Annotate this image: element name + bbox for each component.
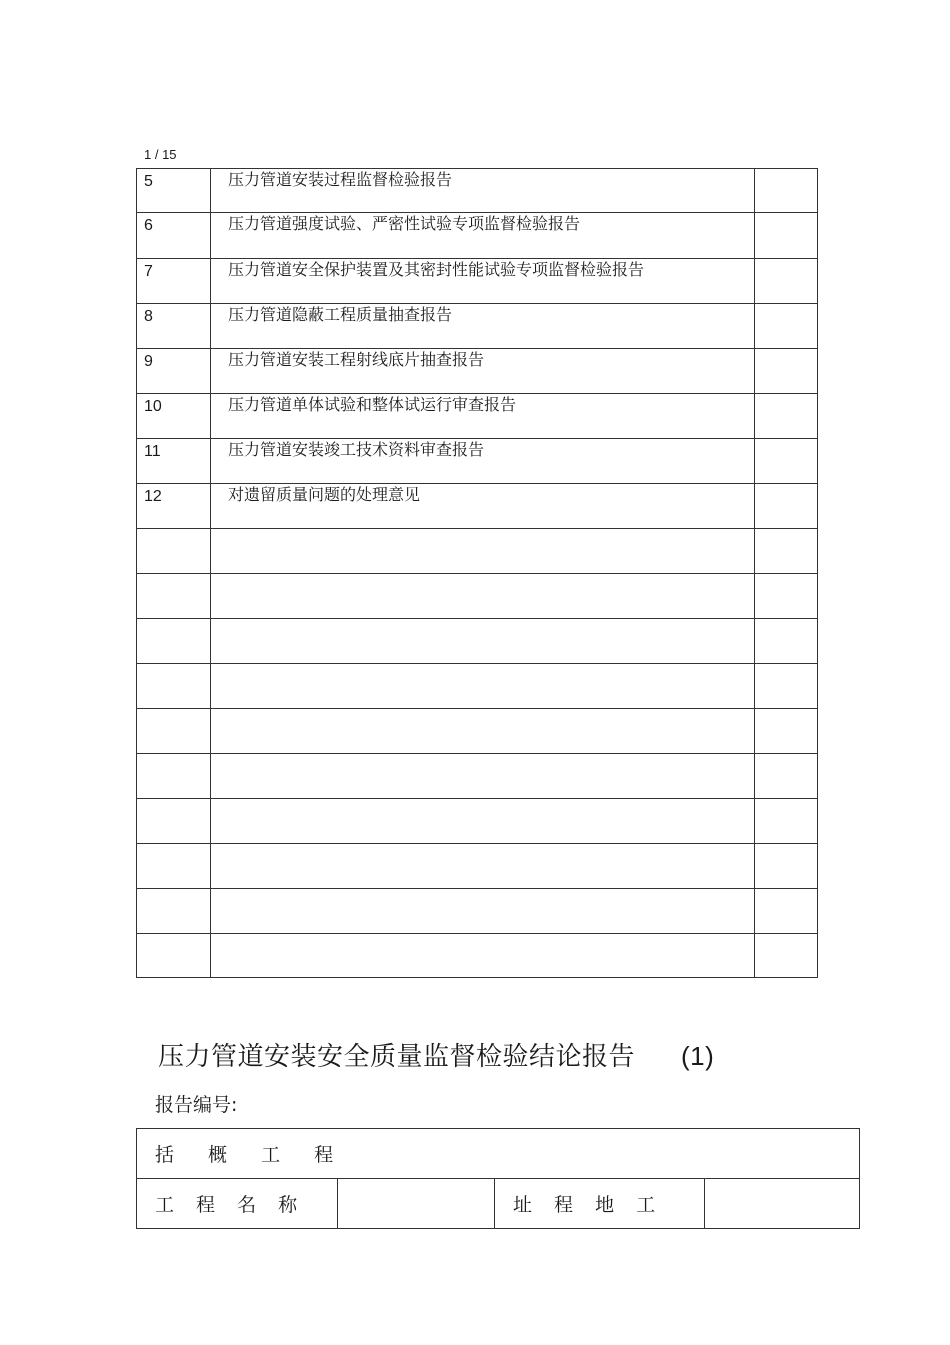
row-mark-cell [755,529,818,574]
row-title [211,619,755,664]
row-mark-cell [755,439,818,484]
list-row [137,889,818,934]
row-title [211,934,755,978]
row-title: 压力管道安全保护装置及其密封性能试验专项监督检验报告 [211,259,755,304]
project-name-label: 工 程 名 称 [137,1179,338,1229]
row-mark-cell [755,889,818,934]
row-title [211,799,755,844]
list-row [137,709,818,754]
row-mark-cell [755,349,818,394]
project-overview-row [137,1129,860,1179]
row-number [137,529,211,574]
row-mark-cell [755,394,818,439]
page-number: 1 / 15 [144,147,177,162]
row-number: 6 [137,213,211,259]
row-mark-cell [755,259,818,304]
row-mark-cell [755,934,818,978]
project-name-row [137,1179,860,1229]
list-row [137,259,818,304]
project-name-value [338,1179,495,1229]
list-row [137,349,818,394]
list-row [137,844,818,889]
row-title [211,754,755,799]
project-info-table [136,1128,860,1229]
row-mark-cell [755,169,818,213]
row-number [137,664,211,709]
row-mark-cell [755,484,818,529]
row-number: 8 [137,304,211,349]
project-overview-label: 括 概 工 程 [137,1129,860,1179]
row-title: 压力管道安装工程射线底片抽查报告 [211,349,755,394]
row-mark-cell [755,844,818,889]
row-title: 压力管道安装过程监督检验报告 [211,169,755,213]
row-number: 5 [137,169,211,213]
row-number [137,934,211,978]
row-mark-cell [755,709,818,754]
row-number: 7 [137,259,211,304]
report-title-text: 压力管道安装安全质量监督检验结论报告 [158,1042,636,1072]
row-number [137,754,211,799]
list-row [137,799,818,844]
row-number [137,619,211,664]
row-title: 对遗留质量问题的处理意见 [211,484,755,529]
row-number [137,889,211,934]
row-title [211,709,755,754]
row-title [211,889,755,934]
list-row [137,619,818,664]
report-list-table [136,168,818,978]
report-title [158,1036,714,1073]
row-number: 12 [137,484,211,529]
project-address-value [705,1179,860,1229]
list-row [137,213,818,259]
row-title [211,574,755,619]
row-title: 压力管道单体试验和整体试运行审查报告 [211,394,755,439]
row-title: 压力管道强度试验、严密性试验专项监督检验报告 [211,213,755,259]
list-row [137,754,818,799]
list-row [137,304,818,349]
row-number: 10 [137,394,211,439]
list-row [137,664,818,709]
row-mark-cell [755,754,818,799]
row-mark-cell [755,664,818,709]
project-address-label: 址 程 地 工 [495,1179,705,1229]
row-title: 压力管道安装竣工技术资料审查报告 [211,439,755,484]
list-row [137,394,818,439]
row-number: 9 [137,349,211,394]
row-number [137,844,211,889]
list-row [137,574,818,619]
row-title [211,529,755,574]
row-mark-cell [755,304,818,349]
list-row [137,934,818,978]
row-title: 压力管道隐蔽工程质量抽查报告 [211,304,755,349]
row-mark-cell [755,213,818,259]
report-title-suffix: (1) [681,1041,715,1071]
list-row [137,529,818,574]
report-number-label: 报告编号: [155,1094,238,1116]
row-mark-cell [755,619,818,664]
row-title [211,664,755,709]
list-row [137,169,818,213]
row-number [137,574,211,619]
row-mark-cell [755,799,818,844]
row-number [137,799,211,844]
list-row [137,484,818,529]
list-row [137,439,818,484]
row-number [137,709,211,754]
row-mark-cell [755,574,818,619]
row-number: 11 [137,439,211,484]
row-title [211,844,755,889]
